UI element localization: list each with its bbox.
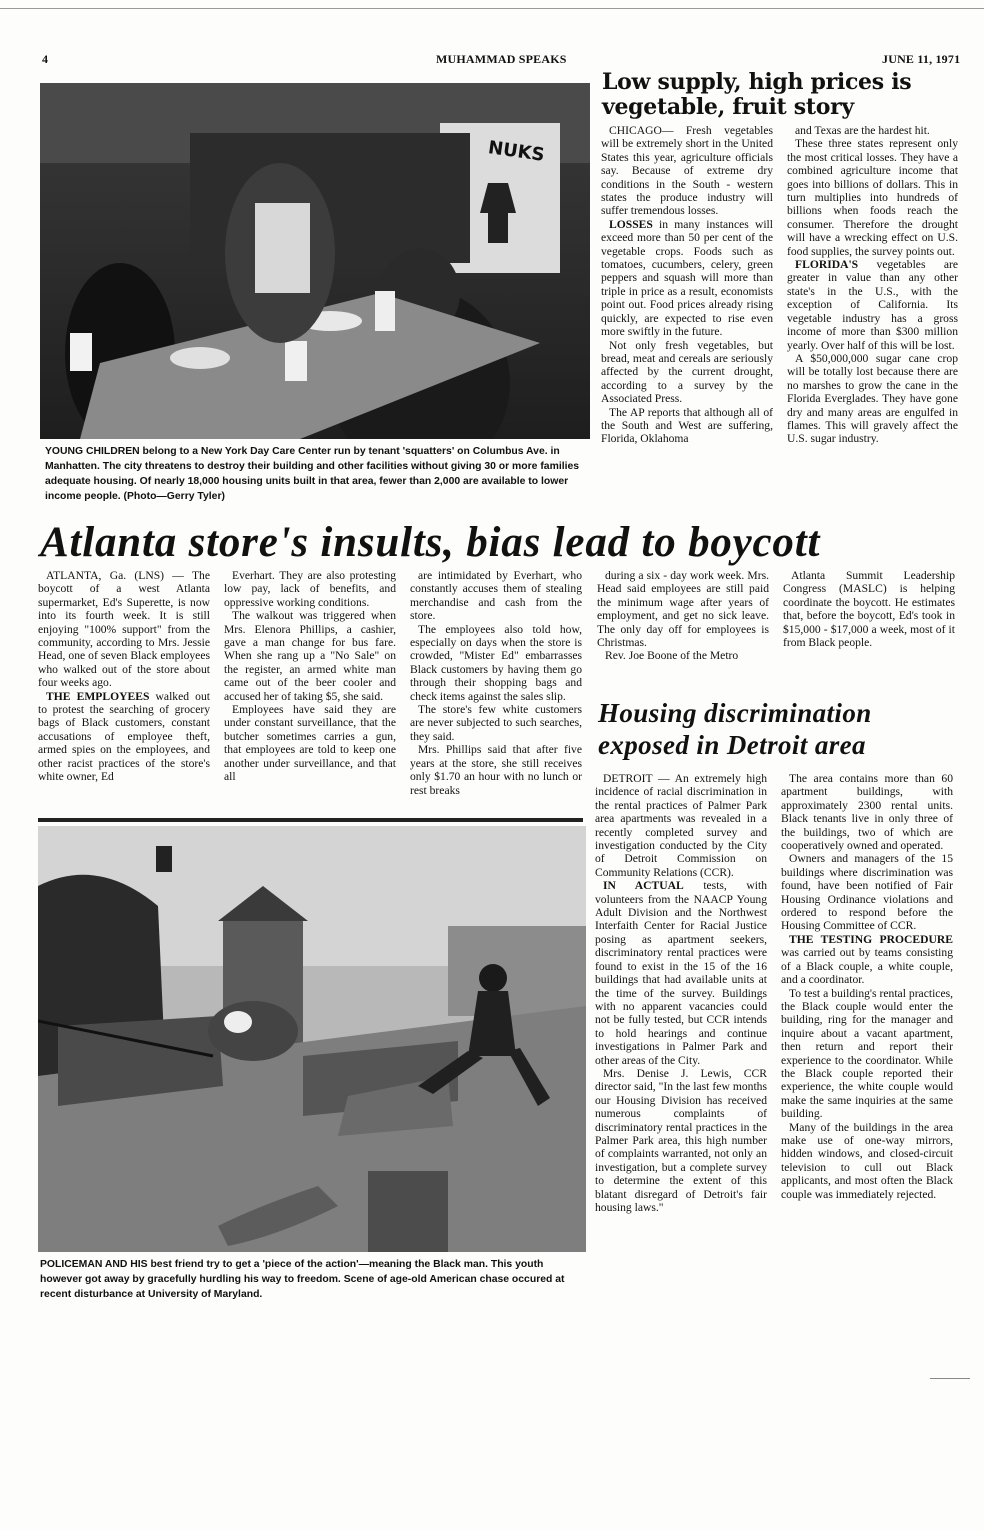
paragraph: The walkout was triggered when Mrs. Elenora Phillips, a cashier, gave a man change for bus fare. When she rang up a "No Sale" on the register, an armed white man came out of the beer cooler and accused her of taking $5, she said.	[224, 609, 396, 703]
paragraph: The area contains more than 60 apartment buildings, with approximately 2300 rental units. Black tenants live in only three of the buildings, two of which are cooperatively owned and operated.	[781, 772, 953, 853]
issue-date: JUNE 11, 1971	[882, 52, 961, 66]
paragraph: To test a building's rental practices, the Black couple would enter the building, ring for the manager and inquire about a vacant apartment, then return and report their experience to the coordinator. While the Black couple reported their experience, the white couple would make the same inquiries at the same building.	[781, 986, 953, 1121]
paragraph: THE TESTING PROCEDURE was carried out by teams consisting of a Black couple, a white couple, and a coordinator.	[781, 932, 953, 987]
detroit-column-2	[781, 772, 953, 1201]
atlanta-column-5	[783, 569, 955, 649]
paragraph: IN ACTUAL tests, with volunteers from the NAACP Young Adult Division and the Northwest Interfaith Center for Racial Justice posing as apartment seekers, discriminatory rental practices were found to exist in the 15 of the 16 buildings that had available units at the time of the survey. Buildings with no apparent vacancies could not be fully tested, but CCR intends to hold hearings and continue investigations in Palmer Park and other areas of the City.	[595, 879, 767, 1067]
day-care-caption: YOUNG CHILDREN belong to a New York Day Care Center run by tenant 'squatters' on Columbus Ave. in Manhatten. The city threatens to destroy their building and other facilities without giving 30 or more families adequate housing. Of nearly 18,000 housing units built in that area, fewer than 2,000 are available to lower income people. (Photo—Gerry Tyler)	[45, 446, 580, 502]
section-rule	[38, 818, 583, 822]
atlanta-column-1	[38, 569, 210, 784]
vegetable-headline: Low supply, high prices is vegetable, fruit story	[602, 69, 912, 120]
paragraph: are intimidated by Everhart, who constantly accuses them of stealing merchandise and cash from the store.	[410, 569, 582, 623]
sign-text: NUKS	[486, 137, 546, 166]
paragraph: DETROIT — An extremely high incidence of racial discrimination in the rental practices of Palmer Park area apartments was revealed in a recently completed survey and investigation conducted by the City of Detroit Commission on Community Relations (CCR).	[595, 772, 767, 879]
vegetable-column-2	[787, 124, 958, 446]
detroit-headline: Housing discrimination exposed in Detroit area	[598, 698, 872, 760]
detroit-column-1	[595, 772, 767, 1214]
paragraph: The employees also told how, especially on days when the store is crowded, "Mister Ed" embarrasses Black customers by having them go through their shopping bags and check items against the sales slip.	[410, 622, 582, 703]
paragraph: THE EMPLOYEES walked out to protest the searching of grocery bags of Black customers, constant accusations of employee theft, armed spies on the employees, and other racist practices of the store's white owner, Ed	[38, 689, 210, 784]
paragraph: LOSSES in many instances will exceed more than 50 per cent of the vegetable crops. Foods such as tomatoes, cucumbers, celery, green peppers and squash will more than triple in price as a result, economists point out. Food prices already rising quickly, are expected to rise even more swiftly in the future.	[601, 217, 773, 339]
atlanta-column-3	[410, 569, 582, 797]
paragraph: Owners and managers of the 15 buildings where discrimination was found, have been notified of Fair Housing Ordinance violations and ordered to respond before the Housing Committee of CCR.	[781, 852, 953, 933]
university-chase-caption: POLICEMAN AND HIS best friend try to get a 'piece of the action'—meaning the Black man. This youth however got away by gracefully hurdling his way to freedom. Scene of age-old American chase occured at recent disturbance at University of Maryland.	[40, 1259, 565, 1300]
paragraph: and Texas are the hardest hit.	[795, 124, 930, 137]
paragraph: Everhart. They are also protesting low pay, lack of benefits, and oppressive working conditions.	[224, 569, 396, 609]
atlanta-headline: Atlanta store's insults, bias lead to boycott	[40, 519, 821, 566]
paragraph: FLORIDA'S vegetables are greater in value than any other state's in the U.S., with the exception of California. Its vegetable industry has a gross income of more than $300 million yearly. Over half of this will be lost.	[787, 258, 958, 352]
paragraph: ATLANTA, Ga. (LNS) — The boycott of a west Atlanta supermarket, Ed's Superette, is now into its fourth week. It is still enjoying "100% support" from the community, according to Mrs. Jessie Head, one of seven Black employees who walked out of the store about four weeks ago.	[38, 569, 210, 690]
paragraph: Atlanta Summit Leadership Congress (MASLC) is helping coordinate the boycott. He estimates that, before the boycott, Ed's took in $15,000 - $17,000 a week, most of it from Black people.	[783, 569, 955, 650]
paragraph: A $50,000,000 sugar cane crop will be totally lost because there are no marshes to grow the cane in the Florida Everglades. They have gone dry and many areas are engulfed in flames. This will gravely affect the U.S. sugar industry.	[787, 351, 958, 446]
paragraph: CHICAGO— Fresh vegetables will be extremely short in the United States this year, agriculture officials say. Because of extreme dry conditions in the South - western states the produce industry will suffer tremendous losses.	[601, 124, 773, 218]
university-chase-photo	[38, 826, 586, 1252]
page-number: 4	[42, 52, 49, 66]
day-care-photo	[40, 83, 590, 439]
atlanta-column-2	[224, 569, 396, 784]
paragraph: Many of the buildings in the area make use of one-way mirrors, hidden windows, and closed-circuit television to cull out Black applicants, and most often the Black couple was immediately rejected.	[781, 1120, 953, 1201]
paragraph: Rev. Joe Boone of the Metro	[605, 649, 739, 663]
paragraph: These three states represent only the most critical losses. They have a combined agriculture income that goes into billions of dollars. This in turn multiplies into hundreds of billions when foods reach the consumer. Therefore the drought will have a wrecking effect on U.S. food supplies, the survey points out.	[787, 137, 958, 258]
paragraph: The AP reports that although all of the South and West are suffering, Florida, Oklahoma	[601, 405, 773, 446]
edge-mark	[930, 1378, 970, 1379]
paragraph: Employees have said they are under constant surveillance, that the butcher sometimes carries a gun, that employees are told to keep one another under surveillance, and that all	[224, 703, 396, 784]
paragraph: The store's few white customers are never subjected to such searches, they said.	[410, 703, 582, 743]
paragraph: during a six - day work week. Mrs. Head said employees are still paid the minimum wage after years of employment, and get no sick leave. The only day off for employees is Christmas.	[597, 569, 769, 650]
atlanta-column-4	[597, 569, 769, 663]
paper-name: MUHAMMAD SPEAKS	[436, 52, 567, 66]
paragraph: Mrs. Denise J. Lewis, CCR director said, "In the last few months our Housing Division has received numerous complaints of discriminatory rental practices in the Palmer Park area, this high number of complaints warranted, not only an investigation, but a complete survey to determine the extent of this blatant disregard of Detroit's fair housing laws."	[595, 1066, 767, 1214]
paragraph: Not only fresh vegetables, but bread, meat and cereals are seriously affected by the current drought, according to a survey by the Associated Press.	[601, 338, 773, 406]
paragraph: Mrs. Phillips said that after five years at the store, she still receives only $1.70 an hour with no lunch or rest breaks	[410, 743, 582, 797]
top-border	[0, 8, 984, 9]
vegetable-column-1	[601, 124, 773, 446]
